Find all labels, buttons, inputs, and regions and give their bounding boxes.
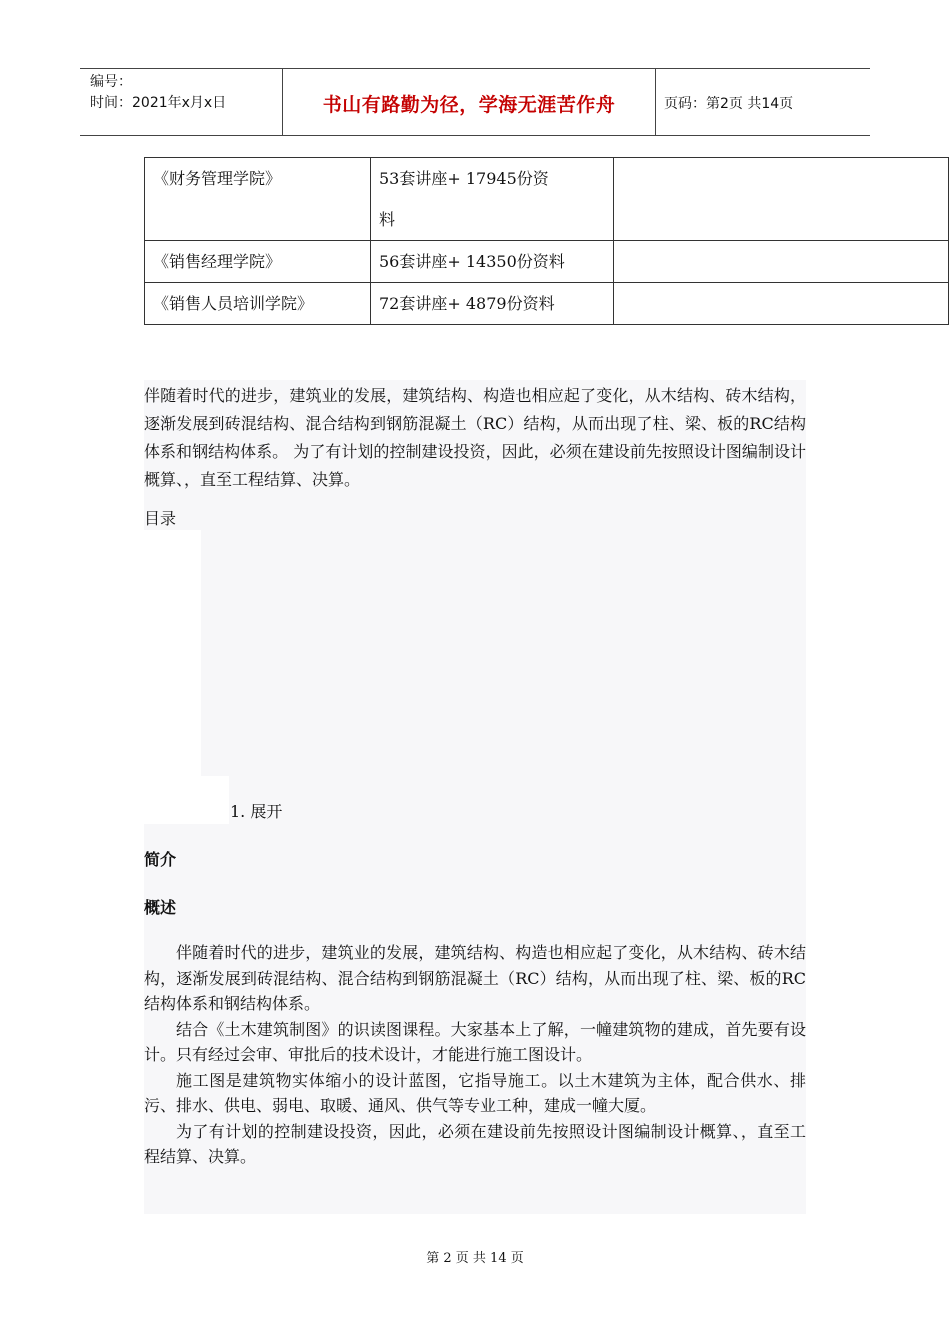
- table-cell-content-line: 料: [379, 210, 396, 229]
- table-cell-extra: [614, 283, 949, 325]
- table-row: [145, 158, 949, 241]
- header-page-info: 页码：第2页 共14页: [664, 96, 794, 112]
- section-heading-overview: 概述: [144, 898, 177, 917]
- toc-item-expand[interactable]: 1. 展开: [230, 802, 283, 821]
- table-cell-content: [371, 158, 614, 241]
- body-paragraph: 为了有计划的控制建设投资，因此，必须在建设前先按照设计图编制设计概算、，直至工程结算、决算。: [144, 1121, 806, 1166]
- table-cell-content: 72套讲座+ 4879份资料: [371, 283, 614, 325]
- toc-title: 目录: [144, 509, 177, 528]
- content-shade-right: [201, 530, 806, 776]
- page-footer: 第 2 页 共 14 页: [426, 1251, 524, 1266]
- table-cell-name: 《财务管理学院》: [145, 158, 371, 241]
- overview-body: [144, 940, 806, 1170]
- header-bottom-rule: [80, 135, 870, 136]
- table-cell-name: 《销售人员培训学院》: [145, 283, 371, 325]
- header-number-label: 编号：: [90, 74, 132, 90]
- header-motto: 书山有路勤为径，学海无涯苦作舟: [322, 94, 616, 116]
- table-row: [145, 241, 949, 283]
- body-paragraph: 施工图是建筑物实体缩小的设计蓝图，它指导施工。以土木建筑为主体，配合供水、排污、排水、供电、弱电、取暖、通风、供气等专业工种，建成一幢大厦。: [144, 1070, 806, 1115]
- table-cell-content-line: 53套讲座+ 17945份资: [379, 169, 549, 188]
- intro-paragraph: 伴随着时代的进步，建筑业的发展，建筑结构、构造也相应起了变化，从木结构、砖木结构，逐渐发展到砖混结构、混合结构到钢筋混凝土（RC）结构，从而出现了柱、梁、板的RC结构体系和钢结构体系。 为了有计划的控制建设投资，因此，必须在建设前先按照设计图编制设计概算、，直至工程结算、决算。: [144, 386, 806, 489]
- header-divider-right: [655, 69, 656, 135]
- table-row: [145, 283, 949, 325]
- header-meta: [90, 72, 226, 114]
- header-top-rule: [80, 68, 870, 69]
- body-paragraph: 伴随着时代的进步，建筑业的发展，建筑结构、构造也相应起了变化，从木结构、砖木结构，逐渐发展到砖混结构、混合结构到钢筋混凝土（RC）结构，从而出现了柱、梁、板的RC结构体系和钢结构体系。: [144, 943, 806, 1013]
- body-paragraph: 结合《土木建筑制图》的识读图课程。大家基本上了解，一幢建筑物的建成，首先要有设计。只有经过会审、审批后的技术设计，才能进行施工图设计。: [144, 1019, 806, 1064]
- content-shade-mid: [229, 776, 806, 824]
- header-date: 时间：2021年x月x日: [90, 95, 227, 111]
- resource-table: [144, 157, 949, 325]
- table-cell-content: 56套讲座+ 14350份资料: [371, 241, 614, 283]
- table-cell-name: 《销售经理学院》: [145, 241, 371, 283]
- table-cell-extra: [614, 241, 949, 283]
- table-cell-extra: [614, 158, 949, 241]
- section-heading-intro: 简介: [144, 850, 177, 869]
